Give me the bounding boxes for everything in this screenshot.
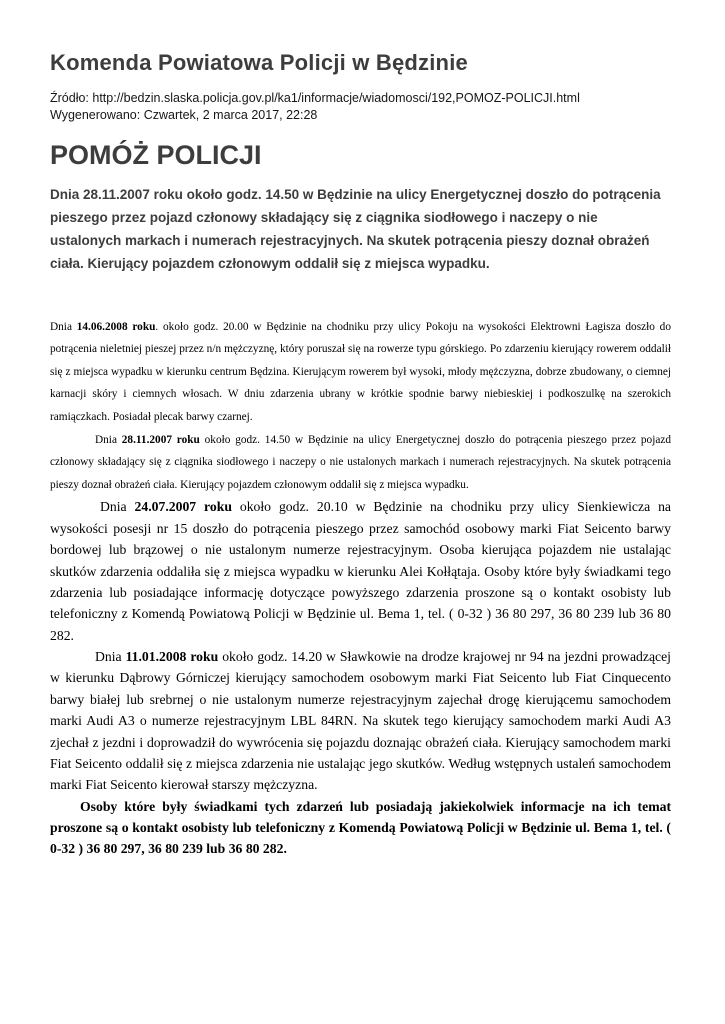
incident-text-pre: Dnia — [95, 433, 122, 446]
incident-paragraph-2 — [50, 429, 671, 497]
article-title: POMÓŻ POLICJI — [50, 139, 262, 170]
incident-text-rest: . około godz. 20.00 w Będzinie na chodniku przy ulicy Pokoju na wysokości Elektrowni Łagisza doszło do potrącenia nieletniej pieszej przez n/n mężczyznę, który poruszał się na rowerze typu górskiego. Po zdarzeniu kierujący rowerem oddalił się z miejsca wypadku w kierunku centrum Będzina. Kierującym rowerem był wysoki, młody mężczyzna, dobrze zbudowany, o ciemnej karnacji skóry i ciemnych włosach. W dniu zdarzenia ubrany w krótkie spodnie barwy niebieskiej i podkoszulkę na szerokich ramiączkach. Posiadał plecak barwy czarnej. — [50, 320, 671, 423]
incident-date: 14.06.2008 roku — [76, 320, 156, 333]
generated-line: Wygenerowano: Czwartek, 2 marca 2017, 22:28 — [50, 107, 318, 122]
incident-date: 11.01.2008 roku — [125, 649, 219, 664]
incident-text-rest: około godz. 14.20 w Sławkowie na drodze krajowej nr 94 na jezdni prowadzącej w kierunku Dąbrowy Górniczej kierujący samochodem osobowym marki Fiat Seicento lub Fiat Cinquecento barwy białej lub srebrnej o nie ustalonym numerze rejestracyjnym zajechał drogę kierującemu samochodem marki Audi A3 o numerze rejestracyjnym LBL 84RN. Na skutek tego kierujący samochodem marki Audi A3 zjechał z jezdni i doprowadził do wywrócenia się pojazdu doznając obrażeń ciała. Kierujący samochodem marki Fiat Seicento oddalił się z miejsca zdarzenia nie ustalając jego skutków. Według wstępnych ustaleń samochodem marki Fiat Seicento kierował starszy mężczyzna. — [50, 649, 671, 793]
incident-date: 28.11.2007 roku — [121, 433, 200, 446]
incident-text-pre: Dnia — [95, 649, 126, 664]
incident-text-pre: Dnia — [50, 320, 77, 333]
incident-paragraph-1 — [50, 316, 671, 429]
source-line: Źródło: http://bedzin.slaska.policja.gov.pl/ka1/informacje/wiadomosci/192,POMOZ-POLICJI.html — [50, 91, 580, 105]
incident-text-rest: około godz. 14.50 w Będzinie na ulicy Energetycznej doszło do potrącenia pieszego przez pojazd członowy składający się z ciągnika siodłowego i naczepy o nie ustalonych markach i numerach rejestracyjnych. Na skutek potrącenia pieszy doznał obrażeń ciała. Kierujący pojazdem członowym oddalił się z miejsca wypadku. — [50, 433, 672, 491]
incident-text-rest: około godz. 20.10 w Będzinie na chodniku przy ulicy Sienkiewicza na wysokości posesji nr 15 doszło do potrącenia pieszego przez samochód osobowy marki Fiat Seicento barwy bordowej lub brązowej o nie ustalonym numerze rejestracyjnym. Osoba kierująca pojazdem nie ustalając skutków zdarzenia oddaliła się z miejsca wypadku w kierunku Alei Kołłątaja. Osoby które były świadkami tego zdarzenia lub posiadające informację dotyczące powyższego zdarzenia proszone są o kontakt osobisty lub telefoniczny z Komendą Powiatową Policji w Będzinie ul. Bema 1, tel. ( 0-32 ) 36 80 297, 36 80 239 lub 36 80 282. — [50, 499, 671, 643]
incident-paragraph-4 — [50, 646, 671, 796]
incident-date: 24.07.2007 roku — [134, 499, 232, 515]
incident-paragraph-3 — [50, 496, 671, 646]
page-title: Komenda Powiatowa Policji w Będzinie — [50, 50, 468, 75]
lead-paragraph: Dnia 28.11.2007 roku około godz. 14.50 w Będzinie na ulicy Energetycznej doszło do potrącenia pieszego przez pojazd członowy składający się z ciągnika siodłowego i naczepy o nie ustalonych markach i numerach rejestracyjnych. Na skutek potrącenia pieszy doznał obrażeń ciała. Kierujący pojazdem członowym oddalił się z miejsca wypadku. — [50, 186, 661, 272]
appeal-paragraph: Osoby które były świadkami tych zdarzeń lub posiadają jakiekolwiek informacje na ich temat proszone są o kontakt osobisty lub telefoniczny z Komendą Powiatową Policji w Będzinie ul. Bema 1, tel. ( 0-32 ) 36 80 297, 36 80 239 lub 36 80 282. — [50, 798, 671, 857]
incident-text-pre: Dnia — [100, 499, 135, 515]
